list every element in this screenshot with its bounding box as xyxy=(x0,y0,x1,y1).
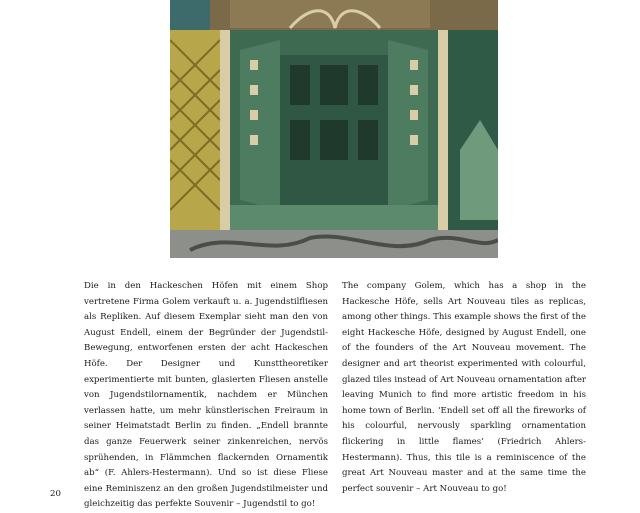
page-number: 20 xyxy=(50,489,61,499)
tile-photo xyxy=(170,0,498,258)
english-paragraph: The company Golem, which has a shop in the Hackesche Höfe, sells Art Nouveau tiles as replicas, among other things. This example shows the first of the eight Hackesche Höfe, designed by August Endell, one of the founders of the Art Nouveau movement. The designer and art theorist experimented with colourful, glazed tiles instead of Art Nouveau ornamentation after leaving Munich to find more artistic freedom in his home town of Berlin. ‘Endell set off all the fireworks of his colourful, nervously sparkling ornamentation flickering in little flames’ (Friedrich Ahlers-Hestermann). Thus, this tile is a reminiscence of the great Art Nouveau master and at the same time the perfect souvenir – Art Nouveau to go! xyxy=(342,281,587,494)
german-paragraph: Die in den Hackeschen Höfen mit einem Shop vertretene Firma Golem verkauft u. a. Jugendstilfliesen als Repliken. Auf diesem Exemplar sieht man den von August Endell, einem der Begründer der Jugendstil-Bewegung, entworfenen ersten der acht Hackeschen Höfe. Der Designer und Kunsttheoretiker experimentierte mit bunten, glasierten Fliesen anstelle von Jugendstilornamentik, nachdem er München verlassen hatte, um mehr künstlerischen Freiraum in seiner Heimatstadt Berlin zu finden. „Endell brannte das ganze Feuerwerk seiner zinkenreichen, nervös sprühenden, in Flämmchen flackernden Ornamentik ab“ (F. Ahlers-Hestermann). Und so ist diese Fliese eine Reminiszenz an den großen Jugendstilmeister und gleichzeitig das perfekte Souvenir – Jugendstil to go! xyxy=(84,281,328,510)
